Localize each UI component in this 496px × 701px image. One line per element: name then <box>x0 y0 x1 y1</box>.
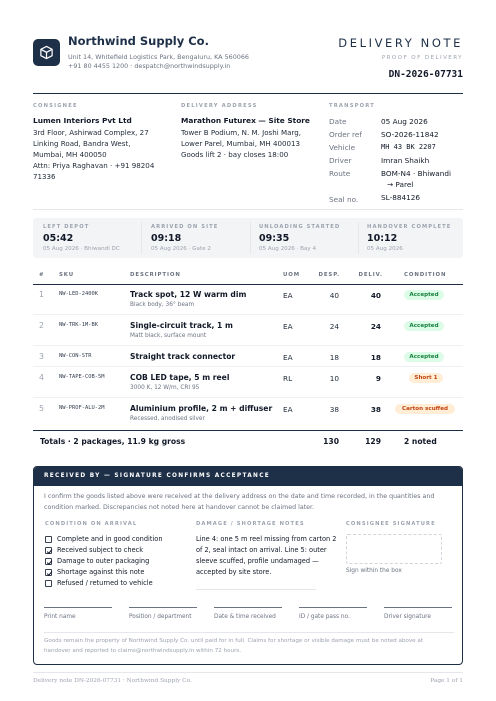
transport-vehicle: MH 43 BK 2207 <box>381 143 436 151</box>
totals-rule <box>33 430 463 431</box>
col-header-num: # <box>39 272 45 278</box>
row-number: 4 <box>39 373 44 382</box>
milestone-note: 05 Aug 2026 · Bay 4 <box>259 246 317 252</box>
company-name: Northwind Supply Co. <box>68 34 209 48</box>
condition-badge: Accepted <box>404 352 444 362</box>
milestone-time: 09:35 <box>259 233 290 244</box>
document-number: DN-2026-07731 <box>388 69 463 80</box>
row-delivered: 9 <box>375 374 381 383</box>
totals-noted: 2 noted <box>404 437 437 446</box>
transport-route-label: Route <box>329 169 351 178</box>
milestone-label: ARRIVED ON SITE <box>151 224 219 230</box>
row-despatched: 38 <box>329 405 339 414</box>
row-subdescription: Black body, 36° beam <box>130 302 195 308</box>
consignee-line: Attn: Priya Raghavan · +91 98204 <box>33 161 155 170</box>
consignee-label: CONSIGNEE <box>33 103 78 109</box>
header-divider <box>33 93 463 94</box>
row-sku: NW-TRK-1M-BK <box>59 322 98 328</box>
milestone-note: 05 Aug 2026 <box>367 246 403 252</box>
row-despatched: 10 <box>329 374 339 383</box>
col-header-delivered: DELIV. <box>358 272 383 278</box>
transport-seal-label: Seal no. <box>329 195 359 204</box>
transport-date-label: Date <box>329 117 347 126</box>
condition-badge: Carton scuffed <box>395 404 455 414</box>
receipt-footer-rule <box>44 632 454 633</box>
milestone-time: 09:18 <box>151 233 182 244</box>
row-separator <box>33 397 463 398</box>
row-number: 5 <box>39 404 44 413</box>
row-uom: EA <box>283 291 293 300</box>
document-title: DELIVERY NOTE <box>338 36 463 50</box>
delivery-address-label: DELIVERY ADDRESS <box>181 103 258 109</box>
condition-label: CONDITION ON ARRIVAL <box>45 521 138 527</box>
row-delivered: 24 <box>370 322 381 331</box>
row-sku: NW-PROF-ALU-2M <box>59 405 105 411</box>
col-header-condition: CONDITION <box>404 272 447 278</box>
row-despatched: 40 <box>329 291 339 300</box>
delivery-site-name: Marathon Futurex — Site Store <box>181 116 310 125</box>
field-label: Position / department <box>129 614 192 620</box>
checkmark-icon <box>46 559 53 566</box>
row-subdescription: Recessed, anodised silver <box>130 416 205 422</box>
condition-option-label: Refused / returned to vehicle <box>57 579 153 587</box>
receipt-intro: condition marked. Discrepancies not noted here at handover cannot be claimed later. <box>44 504 315 511</box>
milestone-label: LEFT DEPOT <box>43 224 90 230</box>
condition-checkbox-packaging-damage[interactable] <box>45 558 52 565</box>
checkmark-icon <box>46 570 53 577</box>
damage-notes-line: sleeve scuffed, profile undamaged — <box>196 557 319 565</box>
col-header-description: DESCRIPTION <box>130 272 181 278</box>
condition-option-label: Shortage against this note <box>57 568 145 576</box>
row-delivered: 18 <box>370 353 381 362</box>
page-footer-rule <box>33 672 463 673</box>
milestone-divider <box>250 222 251 254</box>
transport-driver: Imran Shaikh <box>381 156 430 165</box>
row-sku: NW-LED-2400K <box>59 291 98 297</box>
receipt-intro: I confirm the goods listed above were received at the delivery address on the date and time recorded, in the quantities and <box>44 493 435 500</box>
id-gate-pass-line[interactable] <box>299 607 367 608</box>
col-header-uom: UOM <box>283 272 301 278</box>
row-delivered: 38 <box>370 405 381 414</box>
consignee-line: 3rd Floor, Ashirwad Complex, 27 <box>33 128 149 137</box>
company-contact: +91 80 4455 1200 · despatch@northwindsupply.in <box>68 62 231 70</box>
table-header-rule <box>33 284 463 285</box>
transport-route-cont: → Parel <box>387 180 414 189</box>
row-subdescription: Matt black, surface mount <box>130 333 207 339</box>
receipt-panel <box>33 466 463 665</box>
print-name-line[interactable] <box>44 607 112 608</box>
document-subtitle: PROOF OF DELIVERY <box>381 55 463 61</box>
col-header-despatched: DESP. <box>318 272 340 278</box>
page-number: Page 1 of 1 <box>430 678 463 684</box>
condition-checkbox-complete[interactable] <box>45 536 52 543</box>
signature-label: CONSIGNEE SIGNATURE <box>346 521 436 527</box>
damage-notes-line: of 2, seal intact on arrival. Line 5: outer <box>196 546 327 554</box>
row-uom: RL <box>283 374 293 383</box>
milestone-label: UNLOADING STARTED <box>259 224 341 230</box>
row-description: COB LED tape, 5 m reel <box>130 373 230 382</box>
checkmark-icon <box>46 548 53 555</box>
row-number: 1 <box>39 290 44 299</box>
milestone-time: 10:12 <box>367 233 398 244</box>
damage-notes-rule <box>196 589 316 590</box>
row-subdescription: 3000 K, 12 W/m, CRI 95 <box>130 385 200 391</box>
box-icon <box>39 45 54 60</box>
totals-delivered: 129 <box>365 437 381 446</box>
milestone-time: 05:42 <box>43 233 74 244</box>
row-separator <box>33 366 463 367</box>
field-label: Driver signature <box>384 614 431 620</box>
receipt-terms: Goods remain the property of Northwind Supply Co. until paid for in full. Claims for shortage or visible damage must be noted above at <box>44 638 424 644</box>
receipt-header <box>34 467 462 486</box>
delivery-address-line: Tower B Podium, N. M. Joshi Marg, <box>181 128 301 137</box>
row-uom: EA <box>283 353 293 362</box>
field-label: Print name <box>44 614 76 620</box>
milestone-label: HANDOVER COMPLETE <box>367 224 452 230</box>
transport-date: 05 Aug 2026 <box>381 117 428 126</box>
transport-order-label: Order ref <box>329 130 362 139</box>
row-uom: EA <box>283 322 293 331</box>
row-delivered: 40 <box>370 291 381 300</box>
milestone-note: 05 Aug 2026 · Gate 2 <box>151 246 211 252</box>
receipt-terms: handover and reported to claims@northwindsupply.in within 72 hours. <box>44 648 242 654</box>
row-despatched: 24 <box>329 322 339 331</box>
row-uom: EA <box>283 405 293 414</box>
transport-vehicle-label: Vehicle <box>329 143 356 152</box>
consignee-line: Linking Road, Bandra West, <box>33 139 131 148</box>
consignee-line: 71336 <box>33 172 56 181</box>
milestone-note: 05 Aug 2026 · Bhiwandi DC <box>43 246 120 252</box>
page-footer-left: Delivery note DN-2026-07731 · Northwind Supply Co. <box>33 678 192 684</box>
company-address: Unit 14, Whitefield Logistics Park, Bengaluru, KA 560066 <box>68 53 249 61</box>
row-description: Single-circuit track, 1 m <box>130 321 233 330</box>
condition-checkbox-refused[interactable] <box>45 580 52 587</box>
condition-badge: Accepted <box>404 321 444 331</box>
signature-hint: Sign within the box <box>346 568 402 574</box>
condition-checkbox-subject-to-check[interactable] <box>45 547 52 554</box>
signature-box[interactable] <box>346 534 442 564</box>
consignee-line: Mumbai, MH 400050 <box>33 150 107 159</box>
position-line[interactable] <box>129 607 197 608</box>
row-description: Track spot, 12 W warm dim <box>130 290 247 299</box>
row-sku: NW-TAPE-COB-5M <box>59 374 105 380</box>
damage-notes-line: accepted by site store. <box>196 568 272 576</box>
row-number: 3 <box>39 352 44 361</box>
condition-badge: Short 1 <box>409 373 443 383</box>
party-divider <box>33 209 463 210</box>
col-header-sku: SKU <box>59 272 75 278</box>
milestone-divider <box>141 222 142 254</box>
totals-label: Totals · 2 packages, 11.9 kg gross <box>40 437 186 446</box>
damage-notes-line: Line 4: one 5 m reel missing from carton 2 <box>196 535 337 543</box>
consignee-name: Lumen Interiors Pvt Ltd <box>33 116 132 125</box>
transport-route: BOM-N4 · Bhiwandi <box>381 169 451 178</box>
transport-seal: SL-884126 <box>381 193 421 202</box>
transport-driver-label: Driver <box>329 156 352 165</box>
condition-badge: Accepted <box>404 290 444 300</box>
row-number: 2 <box>39 321 44 330</box>
condition-option-label: Damage to outer packaging <box>57 557 150 565</box>
transport-order: SO-2026-11842 <box>381 130 439 139</box>
delivery-address-line: Goods lift 2 · bay closes 18:00 <box>181 150 289 159</box>
row-sku: NW-CON-STR <box>59 353 92 359</box>
field-label: Date & time received <box>214 614 276 620</box>
totals-despatched: 130 <box>323 437 339 446</box>
condition-option-label: Complete and in good condition <box>57 535 163 543</box>
milestone-divider <box>358 222 359 254</box>
row-despatched: 18 <box>329 353 339 362</box>
damage-notes-label: DAMAGE / SHORTAGE NOTES <box>196 521 305 527</box>
row-description: Straight track connector <box>130 352 236 361</box>
row-separator <box>33 345 463 346</box>
delivery-address-line: Lower Parel, Mumbai, MH 400013 <box>181 139 301 148</box>
field-label: ID / gate pass no. <box>299 614 350 620</box>
company-logo <box>33 39 60 66</box>
date-time-line[interactable] <box>214 607 282 608</box>
row-description: Aluminium profile, 2 m + diffuser <box>130 404 273 413</box>
receipt-title: RECEIVED BY — SIGNATURE CONFIRMS ACCEPTANCE <box>44 473 271 479</box>
row-separator <box>33 314 463 315</box>
driver-signature-line[interactable] <box>384 607 452 608</box>
condition-option-label: Received subject to check <box>57 546 144 554</box>
condition-checkbox-shortage[interactable] <box>45 569 52 576</box>
transport-label: TRANSPORT <box>329 103 375 109</box>
